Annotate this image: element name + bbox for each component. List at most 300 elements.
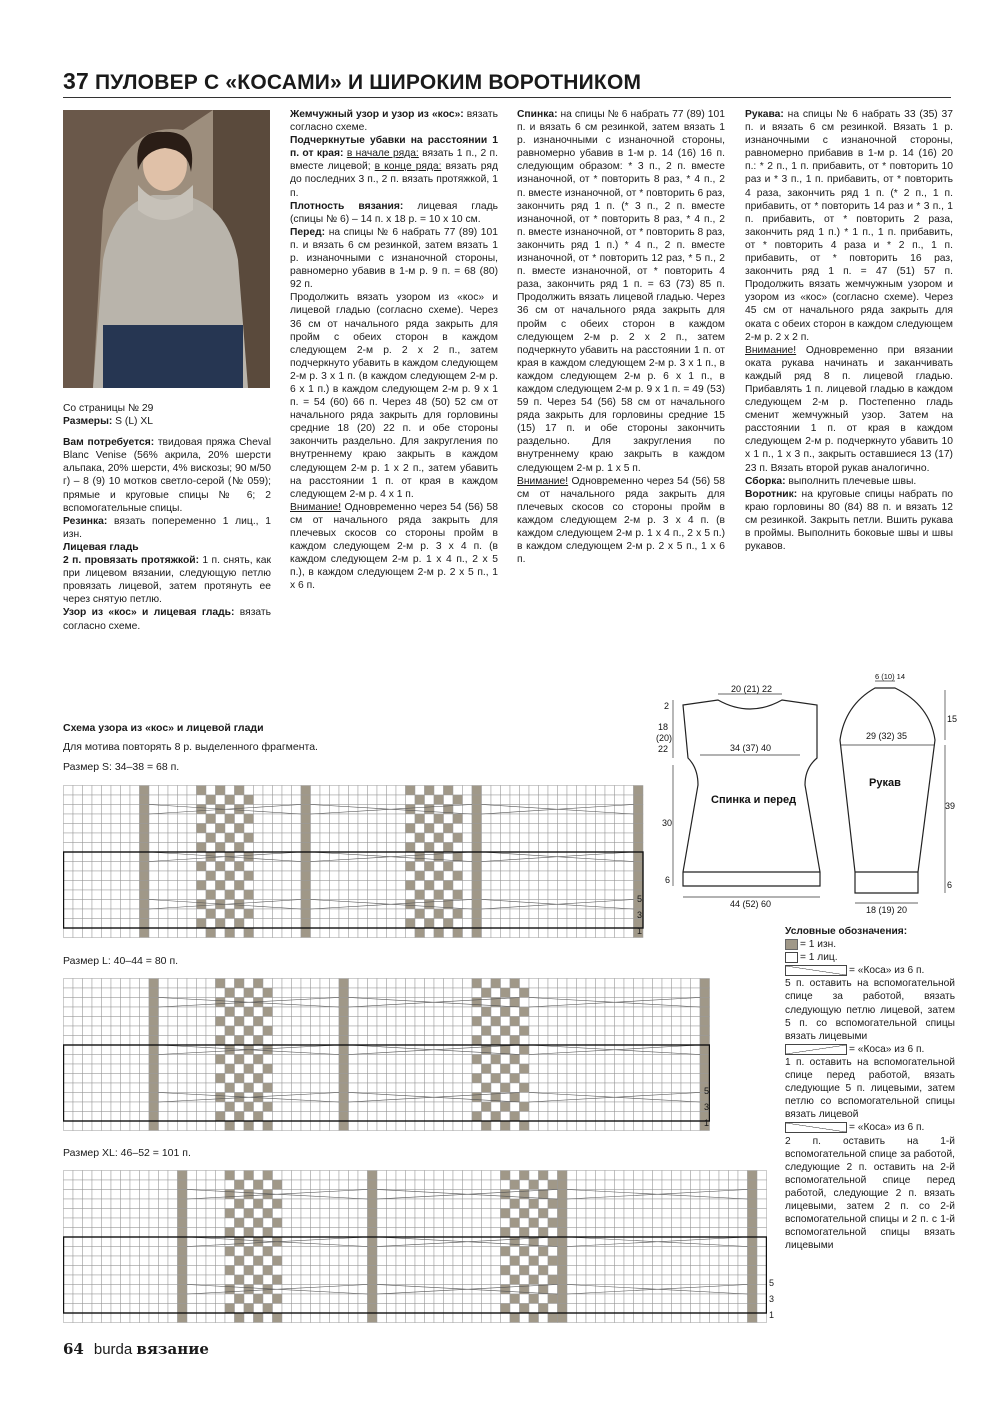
knit-cell bbox=[187, 890, 197, 900]
knit-cell bbox=[472, 1266, 482, 1276]
knit-cell bbox=[662, 1026, 672, 1036]
knit-cell bbox=[292, 1294, 302, 1304]
knit-cell bbox=[311, 1218, 321, 1228]
knit-cell bbox=[263, 881, 273, 891]
knit-cell bbox=[358, 833, 368, 843]
knit-cell bbox=[520, 1112, 530, 1122]
knit-cell bbox=[311, 919, 321, 929]
knit-cell bbox=[349, 1294, 359, 1304]
knit-cell bbox=[586, 1083, 596, 1093]
knit-cell bbox=[691, 1247, 701, 1257]
purl-cell bbox=[244, 1026, 254, 1036]
assembly bbox=[745, 475, 953, 488]
knit-cell bbox=[510, 900, 520, 910]
knit-cell bbox=[558, 862, 568, 872]
knit-cell bbox=[710, 1209, 720, 1219]
knit-cell bbox=[453, 843, 463, 853]
knit-cell bbox=[130, 1074, 140, 1084]
knit-cell bbox=[491, 928, 501, 938]
knit-cell bbox=[681, 1209, 691, 1219]
knit-cell bbox=[586, 843, 596, 853]
knit-cell bbox=[368, 928, 378, 938]
knit-cell bbox=[444, 1190, 454, 1200]
knit-cell bbox=[339, 843, 349, 853]
knit-cell bbox=[140, 1045, 150, 1055]
purl-cell bbox=[216, 1017, 226, 1027]
knit-cell bbox=[444, 1026, 454, 1036]
knit-cell bbox=[691, 1036, 701, 1046]
knit-cell bbox=[425, 833, 435, 843]
knit-cell bbox=[349, 881, 359, 891]
knit-cell bbox=[415, 1304, 425, 1314]
knit-cell bbox=[491, 805, 501, 815]
purl-cell bbox=[558, 1228, 568, 1238]
purl-cell bbox=[425, 786, 435, 796]
knit-cell bbox=[92, 1256, 102, 1266]
knit-cell bbox=[301, 1218, 311, 1228]
knit-cell bbox=[301, 1199, 311, 1209]
knit-cell bbox=[529, 1074, 539, 1084]
knit-cell bbox=[482, 814, 492, 824]
knit-cell bbox=[425, 1190, 435, 1200]
knit-cell bbox=[206, 1045, 216, 1055]
knit-cell bbox=[273, 1074, 283, 1084]
knit-cell bbox=[529, 871, 539, 881]
knit-cell bbox=[102, 871, 112, 881]
purl-cell bbox=[225, 1285, 235, 1295]
knit-cell bbox=[434, 1074, 444, 1084]
knit-cell bbox=[415, 1007, 425, 1017]
knit-cell bbox=[187, 1180, 197, 1190]
front-back-label: Спинка и перед bbox=[711, 794, 797, 806]
knit-cell bbox=[434, 1218, 444, 1228]
knit-cell bbox=[558, 1074, 568, 1084]
knit-cell bbox=[73, 1209, 83, 1219]
knit-cell bbox=[653, 1199, 663, 1209]
knit-cell bbox=[235, 1209, 245, 1219]
knit-cell bbox=[130, 795, 140, 805]
knit-cell bbox=[596, 928, 606, 938]
purl-cell bbox=[140, 909, 150, 919]
knit-cell bbox=[358, 1285, 368, 1295]
knit-cell bbox=[643, 1218, 653, 1228]
knit-cell bbox=[301, 1064, 311, 1074]
knit-cell bbox=[387, 1036, 397, 1046]
knit-cell bbox=[178, 786, 188, 796]
knit-cell bbox=[111, 900, 121, 910]
knit-cell bbox=[539, 1083, 549, 1093]
purl-cell bbox=[273, 1199, 283, 1209]
knit-cell bbox=[662, 988, 672, 998]
knit-cell bbox=[301, 1112, 311, 1122]
knit-cell bbox=[206, 1074, 216, 1084]
purl-cell bbox=[235, 881, 245, 891]
knit-cell bbox=[358, 1247, 368, 1257]
knit-cell bbox=[263, 1218, 273, 1228]
knit-cell bbox=[130, 852, 140, 862]
knit-cell bbox=[130, 1171, 140, 1181]
knit-cell bbox=[425, 928, 435, 938]
knit-cell bbox=[349, 824, 359, 834]
purl-cell bbox=[368, 1237, 378, 1247]
knit-cell bbox=[121, 1083, 131, 1093]
knit-cell bbox=[149, 843, 159, 853]
purl-cell bbox=[425, 881, 435, 891]
knit-cell bbox=[311, 1228, 321, 1238]
purl-cell bbox=[406, 805, 416, 815]
purl-cell bbox=[634, 795, 644, 805]
knit-cell bbox=[548, 1026, 558, 1036]
knit-cell bbox=[387, 998, 397, 1008]
knit-cell bbox=[130, 1045, 140, 1055]
knit-cell bbox=[415, 1064, 425, 1074]
knit-cell bbox=[463, 1266, 473, 1276]
knit-cell bbox=[501, 1055, 511, 1065]
knit-cell bbox=[539, 919, 549, 929]
knit-cell bbox=[529, 1102, 539, 1112]
knit-cell bbox=[273, 1228, 283, 1238]
purl-cell bbox=[273, 1275, 283, 1285]
knit-cell bbox=[64, 919, 74, 929]
knit-cell bbox=[149, 1237, 159, 1247]
knit-cell bbox=[681, 1275, 691, 1285]
knit-cell bbox=[482, 928, 492, 938]
knit-cell bbox=[102, 1256, 112, 1266]
knit-cell bbox=[358, 1199, 368, 1209]
knit-cell bbox=[548, 1304, 558, 1314]
knit-cell bbox=[453, 1036, 463, 1046]
knit-cell bbox=[64, 890, 74, 900]
knit-cell bbox=[415, 1055, 425, 1065]
knit-cell bbox=[320, 852, 330, 862]
knit-cell bbox=[396, 890, 406, 900]
knit-cell bbox=[64, 786, 74, 796]
back-label: Спинка: bbox=[517, 109, 558, 120]
knit-cell bbox=[206, 919, 216, 929]
knit-cell bbox=[406, 795, 416, 805]
knit-cell bbox=[586, 862, 596, 872]
purl-cell bbox=[425, 862, 435, 872]
knit-cell bbox=[596, 1209, 606, 1219]
purl-cell bbox=[539, 1285, 549, 1295]
knit-cell bbox=[634, 1190, 644, 1200]
knit-cell bbox=[273, 1247, 283, 1257]
purl-cell bbox=[529, 1256, 539, 1266]
purl-cell bbox=[254, 1313, 264, 1323]
knit-cell bbox=[691, 1007, 701, 1017]
knit-cell bbox=[539, 890, 549, 900]
knit-cell bbox=[605, 1180, 615, 1190]
knit-cell bbox=[662, 1247, 672, 1257]
knit-cell bbox=[453, 786, 463, 796]
knit-cell bbox=[130, 1285, 140, 1295]
knit-cell bbox=[662, 1209, 672, 1219]
knit-cell bbox=[510, 890, 520, 900]
knit-cell bbox=[624, 1083, 634, 1093]
knit-cell bbox=[444, 1055, 454, 1065]
purl-cell bbox=[140, 795, 150, 805]
knit-cell bbox=[102, 1171, 112, 1181]
knit-cell bbox=[453, 805, 463, 815]
knit-cell bbox=[111, 795, 121, 805]
knit-cell bbox=[187, 909, 197, 919]
knit-cell bbox=[491, 1228, 501, 1238]
knit-cell bbox=[368, 824, 378, 834]
knit-cell bbox=[102, 824, 112, 834]
knit-cell bbox=[358, 900, 368, 910]
knit-cell bbox=[520, 1055, 530, 1065]
purl-cell bbox=[425, 805, 435, 815]
purl-cell bbox=[520, 1045, 530, 1055]
knit-cell bbox=[434, 1190, 444, 1200]
knit-cell bbox=[558, 1026, 568, 1036]
knit-cell bbox=[83, 1171, 93, 1181]
knit-cell bbox=[292, 1237, 302, 1247]
knit-cell bbox=[130, 1275, 140, 1285]
knit-cell bbox=[130, 871, 140, 881]
knit-cell bbox=[434, 1237, 444, 1247]
knit-cell bbox=[681, 1218, 691, 1228]
knit-cell bbox=[111, 786, 121, 796]
knit-cell bbox=[558, 1017, 568, 1027]
purl-cell bbox=[225, 833, 235, 843]
knit-cell bbox=[463, 1064, 473, 1074]
knit-cell bbox=[282, 919, 292, 929]
knit-cell bbox=[339, 814, 349, 824]
knit-cell bbox=[102, 1083, 112, 1093]
knit-cell bbox=[102, 786, 112, 796]
knit-cell bbox=[159, 1209, 169, 1219]
knit-cell bbox=[605, 1055, 615, 1065]
knit-cell bbox=[301, 1121, 311, 1131]
knit-cell bbox=[368, 843, 378, 853]
knit-cell bbox=[434, 1180, 444, 1190]
knit-cell bbox=[311, 1064, 321, 1074]
purl-cell bbox=[472, 1036, 482, 1046]
knit-cell bbox=[377, 928, 387, 938]
decreases-label: Подчеркнутые убавки на расстоянии 1 п. от края: bbox=[290, 135, 498, 160]
knit-cell bbox=[501, 1256, 511, 1266]
purl-cell bbox=[263, 1209, 273, 1219]
knit-cell bbox=[510, 852, 520, 862]
knit-cell bbox=[377, 1218, 387, 1228]
purl-cell bbox=[140, 871, 150, 881]
knit-cell bbox=[292, 1121, 302, 1131]
knit-cell bbox=[197, 1256, 207, 1266]
purl-cell bbox=[501, 1209, 511, 1219]
knit-cell bbox=[64, 1304, 74, 1314]
knit-cell bbox=[596, 1294, 606, 1304]
sleeves-attention bbox=[745, 344, 953, 475]
knit-cell bbox=[377, 1294, 387, 1304]
knit-cell bbox=[491, 890, 501, 900]
knit-cell bbox=[434, 1036, 444, 1046]
knit-cell bbox=[140, 1026, 150, 1036]
knit-cell bbox=[615, 1074, 625, 1084]
knit-cell bbox=[121, 979, 131, 989]
knit-cell bbox=[301, 1171, 311, 1181]
knit-cell bbox=[596, 805, 606, 815]
knit-cell bbox=[368, 795, 378, 805]
knit-cell bbox=[273, 1121, 283, 1131]
knit-cell bbox=[330, 1266, 340, 1276]
purl-cell bbox=[453, 909, 463, 919]
knit-cell bbox=[64, 1045, 74, 1055]
purl-cell bbox=[520, 1266, 530, 1276]
knit-cell bbox=[254, 824, 264, 834]
knit-cell bbox=[662, 1304, 672, 1314]
purl-cell bbox=[178, 1247, 188, 1257]
knit-cell bbox=[330, 1171, 340, 1181]
knit-cell bbox=[567, 1199, 577, 1209]
knit-cell bbox=[73, 814, 83, 824]
knit-cell bbox=[73, 998, 83, 1008]
knit-cell bbox=[672, 1112, 682, 1122]
knit-cell bbox=[282, 998, 292, 1008]
knit-cell bbox=[738, 1209, 748, 1219]
knit-cell bbox=[102, 890, 112, 900]
knit-cell bbox=[83, 1247, 93, 1257]
knit-cell bbox=[463, 862, 473, 872]
knit-cell bbox=[672, 1247, 682, 1257]
knit-cell bbox=[491, 1294, 501, 1304]
knit-cell bbox=[662, 1083, 672, 1093]
knit-cell bbox=[605, 1190, 615, 1200]
knit-cell bbox=[681, 1112, 691, 1122]
purl-cell bbox=[748, 1313, 758, 1323]
knit-cell bbox=[292, 814, 302, 824]
knit-cell bbox=[605, 1074, 615, 1084]
knit-cell bbox=[282, 988, 292, 998]
knit-cell bbox=[396, 824, 406, 834]
purl-cell bbox=[501, 1266, 511, 1276]
knit-cell bbox=[605, 919, 615, 929]
knit-cell bbox=[681, 1228, 691, 1238]
knit-cell bbox=[415, 1102, 425, 1112]
knit-cell bbox=[330, 1228, 340, 1238]
knit-cell bbox=[681, 1045, 691, 1055]
knit-cell bbox=[216, 1121, 226, 1131]
knit-cell bbox=[358, 998, 368, 1008]
knit-cell bbox=[586, 998, 596, 1008]
purl-cell bbox=[273, 1294, 283, 1304]
knit-cell bbox=[539, 979, 549, 989]
purl-cell bbox=[434, 814, 444, 824]
knit-cell bbox=[168, 1256, 178, 1266]
purl-cell bbox=[206, 871, 216, 881]
knit-cell bbox=[520, 852, 530, 862]
knit-cell bbox=[330, 1055, 340, 1065]
rib-text: вязать попеременно 1 лиц., 1 изн. bbox=[63, 515, 271, 540]
knit-cell bbox=[615, 1121, 625, 1131]
knit-cell bbox=[586, 1007, 596, 1017]
knit-cell bbox=[358, 786, 368, 796]
sleeves-label: Рукава: bbox=[745, 109, 784, 120]
knit-cell bbox=[320, 1285, 330, 1295]
purl-cell bbox=[472, 998, 482, 1008]
knit-cell bbox=[358, 1228, 368, 1238]
knit-cell bbox=[596, 909, 606, 919]
knit-cell bbox=[121, 824, 131, 834]
knit-cell bbox=[254, 833, 264, 843]
knit-cell bbox=[159, 824, 169, 834]
purl-cell bbox=[634, 862, 644, 872]
knit-cell bbox=[548, 1121, 558, 1131]
purl-cell bbox=[216, 786, 226, 796]
knit-cell bbox=[529, 795, 539, 805]
knit-cell bbox=[377, 1017, 387, 1027]
knit-cell bbox=[263, 795, 273, 805]
knit-cell bbox=[415, 1313, 425, 1323]
knit-cell bbox=[282, 928, 292, 938]
knit-cell bbox=[605, 1102, 615, 1112]
knit-cell bbox=[320, 979, 330, 989]
knit-cell bbox=[73, 1112, 83, 1122]
knit-cell bbox=[634, 1218, 644, 1228]
knit-cell bbox=[130, 979, 140, 989]
purl-cell bbox=[301, 833, 311, 843]
knit-cell bbox=[615, 1055, 625, 1065]
knit-cell bbox=[282, 805, 292, 815]
knit-cell bbox=[529, 1112, 539, 1122]
knit-cell bbox=[425, 1074, 435, 1084]
knit-cell bbox=[577, 1209, 587, 1219]
knit-cell bbox=[254, 1209, 264, 1219]
knit-cell bbox=[653, 1228, 663, 1238]
knit-cell bbox=[406, 1304, 416, 1314]
knit-cell bbox=[501, 843, 511, 853]
knit-cell bbox=[149, 890, 159, 900]
knit-cell bbox=[510, 1285, 520, 1295]
knit-cell bbox=[292, 1017, 302, 1027]
purl-cell bbox=[244, 1064, 254, 1074]
knit-cell bbox=[349, 1313, 359, 1323]
knit-cell bbox=[444, 795, 454, 805]
knit-cell bbox=[653, 998, 663, 1008]
knit-cell bbox=[102, 1218, 112, 1228]
knit-cell bbox=[577, 1026, 587, 1036]
knit-cell bbox=[406, 871, 416, 881]
knit-cell bbox=[710, 1180, 720, 1190]
knit-cell bbox=[130, 1102, 140, 1112]
knit-cell bbox=[406, 1256, 416, 1266]
knit-cell bbox=[387, 1007, 397, 1017]
knit-cell bbox=[320, 1007, 330, 1017]
knit-cell bbox=[149, 786, 159, 796]
knit-cell bbox=[653, 1256, 663, 1266]
knit-cell bbox=[102, 852, 112, 862]
schema-title: Схема узора из «кос» и лицевой глади bbox=[63, 722, 264, 734]
knit-cell bbox=[396, 979, 406, 989]
knit-cell bbox=[292, 833, 302, 843]
purl-cell bbox=[510, 1036, 520, 1046]
purl-cell bbox=[501, 1171, 511, 1181]
knit-cell bbox=[273, 833, 283, 843]
knit-cell bbox=[130, 1055, 140, 1065]
knit-cell bbox=[605, 1256, 615, 1266]
stockinette-label: Лицевая гладь bbox=[63, 541, 139, 553]
purl-cell bbox=[206, 890, 216, 900]
knit-cell bbox=[463, 1171, 473, 1181]
knit-cell bbox=[368, 1102, 378, 1112]
knit-cell bbox=[539, 998, 549, 1008]
knit-cell bbox=[377, 909, 387, 919]
knit-cell bbox=[358, 871, 368, 881]
knit-cell bbox=[292, 862, 302, 872]
knit-cell bbox=[235, 1026, 245, 1036]
knit-cell bbox=[83, 1180, 93, 1190]
knit-cell bbox=[529, 979, 539, 989]
